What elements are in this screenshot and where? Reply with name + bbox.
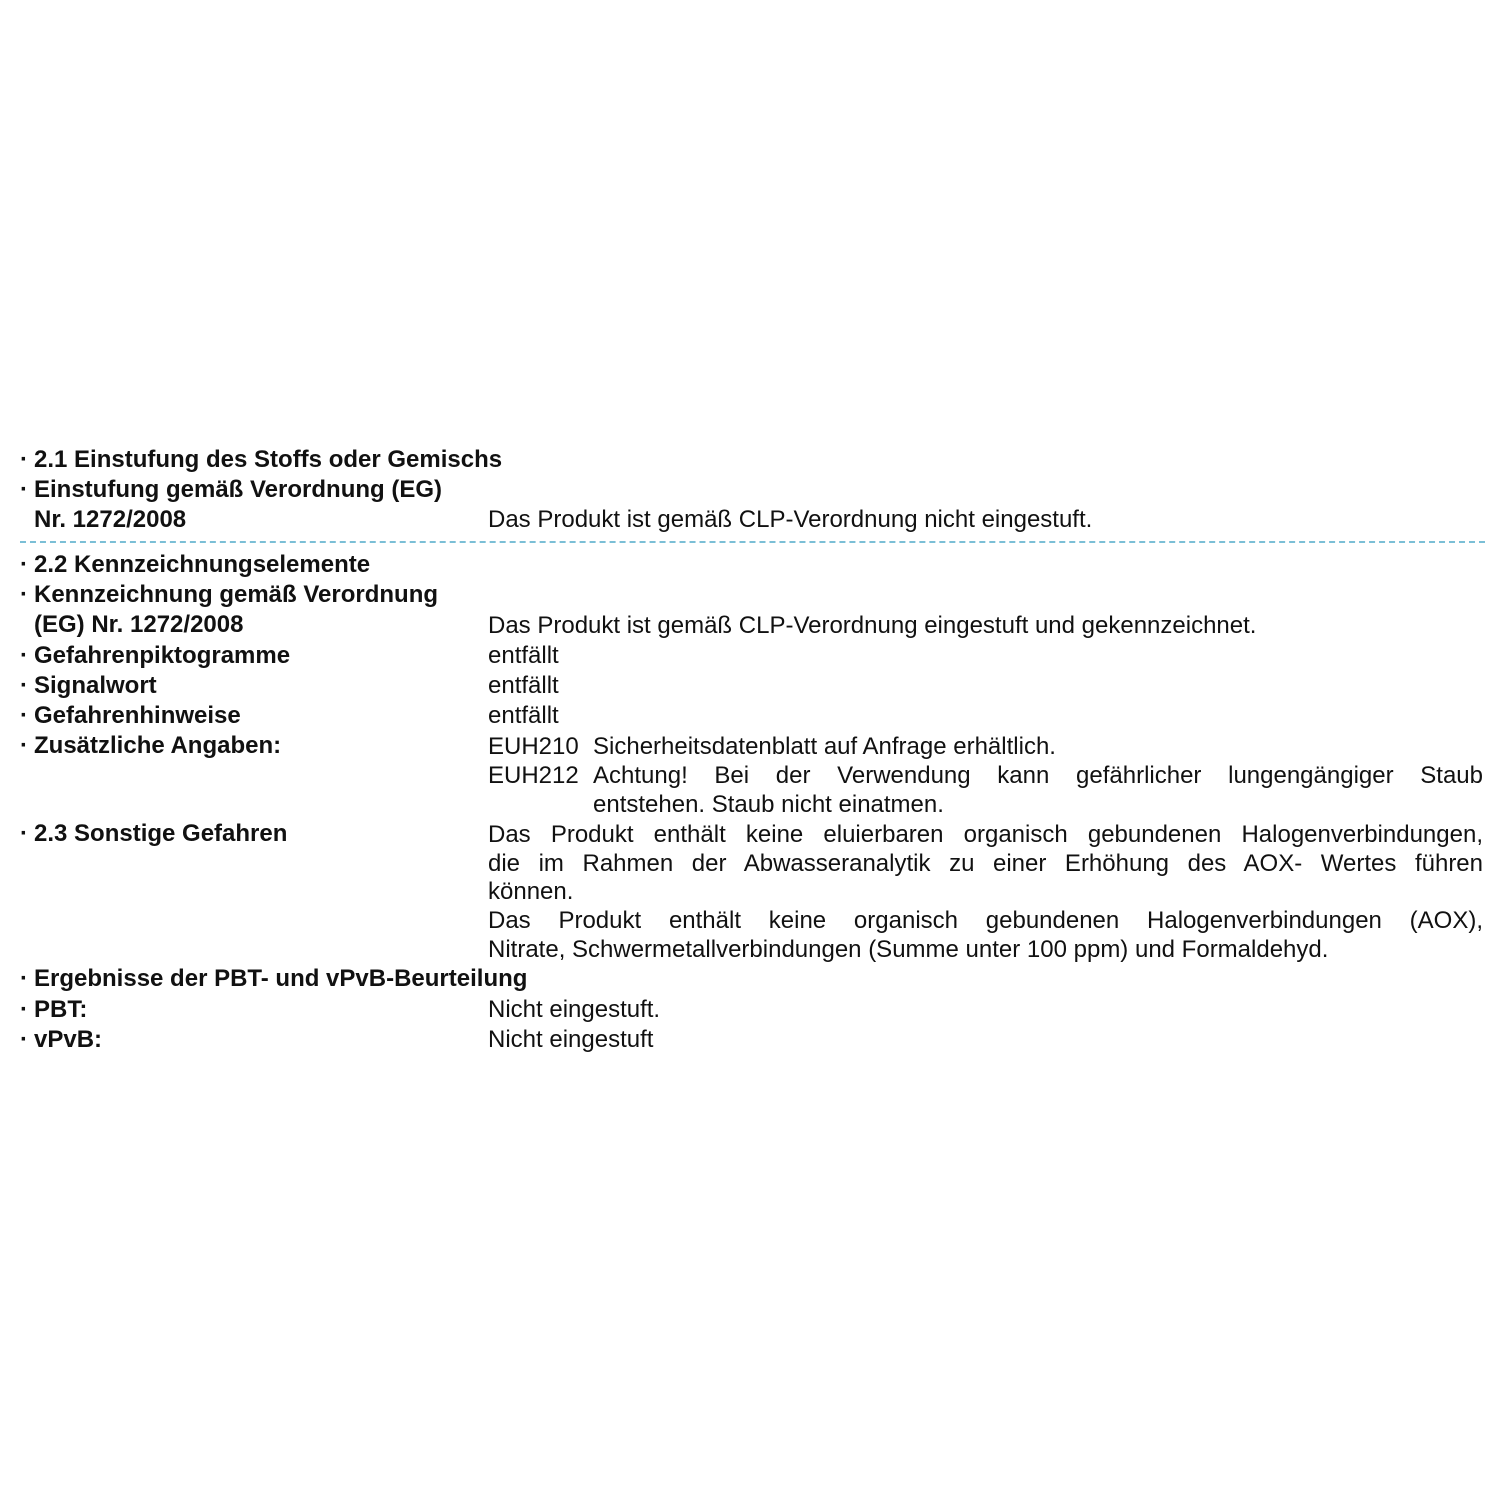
labelling-label-line1: Kennzeichnung gemäß Verordnung [34, 581, 439, 608]
section-2-1-heading: 2.1 Einstufung des Stoffs oder Gemischs [34, 446, 503, 473]
bullet-dot: · [20, 476, 28, 503]
additional-info-label: Zusätzliche Angaben: [34, 732, 282, 759]
euh210-code: EUH210 [488, 733, 579, 760]
hazard-statements-value: entfällt [488, 702, 559, 729]
other-hazards-line2: die im Rahmen der Abwasseranalytik zu einer Erhöhung des AOX- Wertes führen [488, 850, 1483, 877]
pbt-label: PBT: [34, 996, 88, 1023]
euh210-text: Sicherheitsdatenblatt auf Anfrage erhältlich. [593, 733, 1056, 760]
euh212-text-line2: entstehen. Staub nicht einatmen. [593, 791, 944, 818]
section-2-3-heading: 2.3 Sonstige Gefahren [34, 820, 288, 847]
bullet-dot: · [20, 581, 28, 608]
pbt-heading: Ergebnisse der PBT- und vPvB-Beurteilung [34, 965, 528, 992]
signal-word-label: Signalwort [34, 672, 157, 699]
bullet-dot: · [20, 996, 28, 1023]
classification-label-line1: Einstufung gemäß Verordnung (EG) [34, 476, 442, 503]
vpvb-label: vPvB: [34, 1026, 103, 1053]
section-2-2-heading: 2.2 Kennzeichnungselemente [34, 551, 371, 578]
bullet-dot: · [20, 965, 28, 992]
other-hazards-line4: Das Produkt enthält keine organisch gebundenen Halogenverbindungen (AOX), [488, 907, 1483, 934]
classification-label-line2: Nr. 1272/2008 [34, 506, 187, 533]
hazard-pictograms-value: entfällt [488, 642, 559, 669]
bullet-dot: · [20, 642, 28, 669]
classification-value: Das Produkt ist gemäß CLP-Verordnung nicht eingestuft. [488, 506, 1093, 533]
bullet-dot: · [20, 702, 28, 729]
euh212-code: EUH212 [488, 762, 579, 789]
euh212-text-line1: Achtung! Bei der Verwendung kann gefährlicher lungengängiger Staub [593, 762, 1483, 789]
bullet-dot: · [20, 820, 28, 847]
vpvb-value: Nicht eingestuft [488, 1026, 654, 1053]
bullet-dot: · [20, 551, 28, 578]
other-hazards-line5: Nitrate, Schwermetallverbindungen (Summe unter 100 ppm) und Formaldehyd. [488, 936, 1329, 963]
bullet-dot: · [20, 672, 28, 699]
pbt-value: Nicht eingestuft. [488, 996, 661, 1023]
bullet-dot: · [20, 446, 28, 473]
labelling-value: Das Produkt ist gemäß CLP-Verordnung eingestuft und gekennzeichnet. [488, 612, 1257, 639]
other-hazards-line1: Das Produkt enthält keine eluierbaren organisch gebundenen Halogenverbindungen, [488, 821, 1483, 848]
hazard-statements-label: Gefahrenhinweise [34, 702, 241, 729]
bullet-dot: · [20, 1026, 28, 1053]
other-hazards-line3: können. [488, 878, 574, 905]
bullet-dot: · [20, 732, 28, 759]
hazard-pictograms-label: Gefahrenpiktogramme [34, 642, 291, 669]
signal-word-value: entfällt [488, 672, 559, 699]
labelling-label-line2: (EG) Nr. 1272/2008 [34, 611, 244, 638]
section-divider [20, 541, 1485, 543]
